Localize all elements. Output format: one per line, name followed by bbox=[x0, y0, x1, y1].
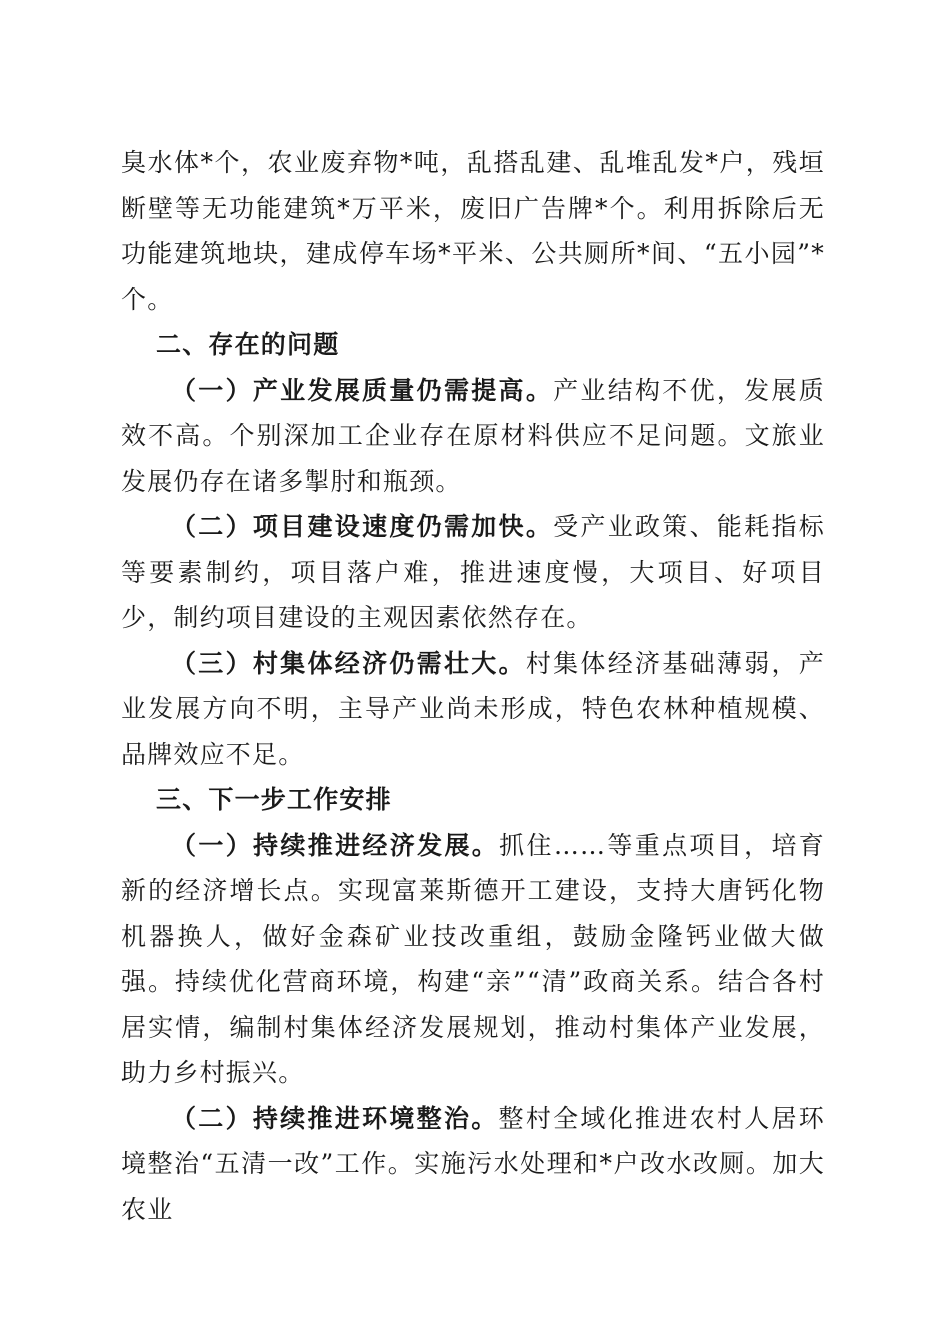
problem-item-2-lead: （二）项目建设速度仍需加快。 bbox=[171, 512, 554, 541]
intro-paragraph: 臭水体*个，农业废弃物*吨，乱搭乱建、乱堆乱发*户，残垣断壁等无功能建筑*万平米，废旧广告牌*个。利用拆除后无功能建筑地块，建成停车场*平米、公共厕所*间、“五小园”*个。 bbox=[121, 148, 825, 314]
plan-item-2-body: 整村全域化推进农村人居环境整治“五清一改”工作。实施污水处理和*户改水改厕。加大农业 bbox=[121, 1103, 825, 1224]
plan-item-1 bbox=[121, 823, 825, 1096]
problem-item-1-body: 产业结构不优，发展质效不高。个别深加工企业存在原材料供应不足问题。文旅业发展仍存在诸多掣肘和瓶颈。 bbox=[121, 375, 825, 496]
document-page bbox=[121, 140, 825, 1232]
plan-item-2-lead: （二）持续推进环境整治。 bbox=[171, 1103, 499, 1133]
problem-item-3 bbox=[121, 641, 825, 778]
problem-item-2 bbox=[121, 504, 825, 641]
problem-item-1 bbox=[121, 368, 825, 505]
problem-item-3-body: 村集体经济基础薄弱，产业发展方向不明，主导产业尚未形成，特色农林种植规模、品牌效应不足。 bbox=[121, 648, 825, 769]
problem-item-2-body: 受产业政策、能耗指标等要素制约，项目落户难，推进速度慢，大项目、好项目少，制约项目建设的主观因素依然存在。 bbox=[121, 512, 825, 632]
problem-item-3-lead: （三）村集体经济仍需壮大。 bbox=[171, 648, 526, 678]
plan-item-1-lead: （一）持续推进经济发展。 bbox=[171, 830, 500, 860]
plan-item-2 bbox=[121, 1096, 825, 1233]
problem-item-1-lead: （一）产业发展质量仍需提高。 bbox=[171, 375, 554, 405]
plan-item-1-body: 抓住……等重点项目，培育新的经济增长点。实现富莱斯德开工建设，支持大唐钙化物机器换人，做好金森矿业技改重组，鼓励金隆钙业做大做强。持续优化营商环境，构建“亲”“清”政商关系。结合各村居实情，编制村集体经济发展规划，推动村集体产业发展，助力乡村振兴。 bbox=[121, 830, 825, 1087]
section-heading-problems: 二、存在的问题 bbox=[156, 330, 340, 359]
section-heading-next-steps: 三、下一步工作安排 bbox=[156, 785, 392, 814]
